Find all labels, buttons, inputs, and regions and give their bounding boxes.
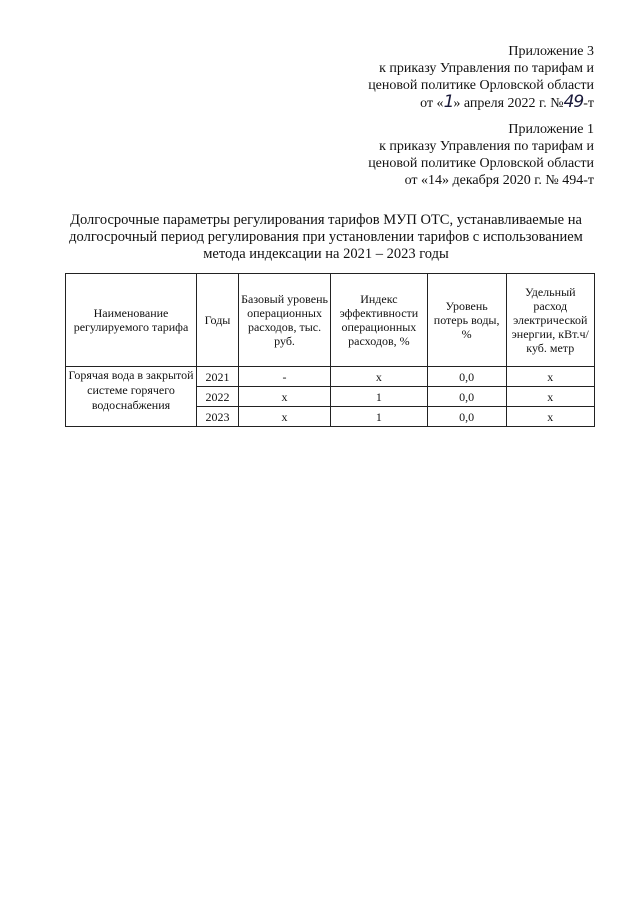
- efficiency-index-cell: 1: [331, 387, 428, 407]
- handwritten-number: 49: [563, 92, 584, 112]
- appendix-1-title: Приложение 1: [508, 122, 594, 137]
- appendix-1-header: [368, 121, 594, 189]
- title-line-3: метода индексации на 2021 – 2023 годы: [203, 246, 449, 262]
- header-tariff-name: Наименование регулируемого тарифа: [66, 274, 197, 367]
- header-base-level: Базовый уровень операционных расходов, тыс. руб.: [239, 274, 331, 367]
- water-loss-cell: 0,0: [427, 387, 506, 407]
- date-prefix: от «: [420, 96, 444, 111]
- appendix-1-order-line: к приказу Управления по тарифам и: [379, 139, 594, 154]
- energy-consumption-cell: x: [506, 387, 595, 407]
- handwritten-day: 1: [443, 92, 454, 112]
- header-energy-consumption: Удельный расход электрической энергии, кВт.ч/куб. метр: [506, 274, 595, 367]
- appendix-3-header: [368, 43, 594, 112]
- title-line-2: долгосрочный период регулирования при установлении тарифов с использованием: [69, 229, 583, 245]
- year-cell: 2022: [196, 387, 238, 407]
- energy-consumption-cell: x: [506, 367, 595, 387]
- appendix-3-order-line: к приказу Управления по тарифам и: [379, 61, 594, 76]
- base-level-cell: x: [239, 387, 331, 407]
- water-loss-cell: 0,0: [427, 367, 506, 387]
- table-row: [66, 367, 595, 387]
- year-cell: 2021: [196, 367, 238, 387]
- header-water-loss: Уровень потерь воды, %: [427, 274, 506, 367]
- tariff-name-cell: Горячая вода в закрытой системе горячего водоснабжения: [66, 367, 197, 427]
- appendix-3-title: Приложение 3: [508, 44, 594, 59]
- date-middle: » апреля 2022 г. №: [453, 96, 564, 111]
- appendix-3-date-line: [368, 94, 594, 112]
- document-title: [60, 212, 592, 263]
- appendix-3-authority-line: ценовой политике Орловской области: [368, 78, 594, 93]
- energy-consumption-cell: x: [506, 407, 595, 427]
- appendix-1-authority-line: ценовой политике Орловской области: [368, 156, 594, 171]
- base-level-cell: -: [239, 367, 331, 387]
- table-header-row: [66, 274, 595, 367]
- year-cell: 2023: [196, 407, 238, 427]
- base-level-cell: x: [239, 407, 331, 427]
- header-efficiency-index: Индекс эффективности операционных расходов, %: [331, 274, 428, 367]
- water-loss-cell: 0,0: [427, 407, 506, 427]
- title-line-1: Долгосрочные параметры регулирования тарифов МУП ОТС, устанавливаемые на: [70, 212, 582, 228]
- number-suffix: -т: [583, 96, 594, 111]
- header-years: Годы: [196, 274, 238, 367]
- regulation-parameters-table: [65, 273, 595, 427]
- appendix-1-date-line: от «14» декабря 2020 г. № 494-т: [404, 173, 594, 188]
- efficiency-index-cell: 1: [331, 407, 428, 427]
- efficiency-index-cell: x: [331, 367, 428, 387]
